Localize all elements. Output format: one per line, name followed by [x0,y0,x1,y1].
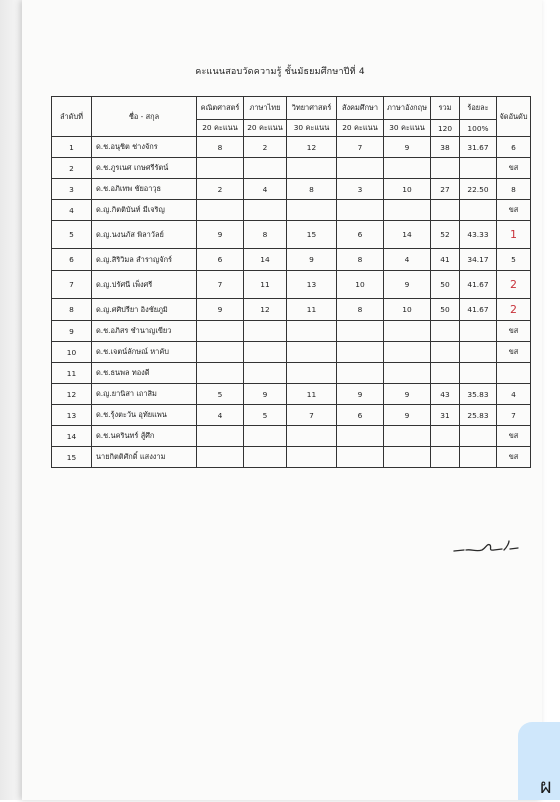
scores-table [51,96,531,468]
header-name: ชื่อ - สกุล [92,97,197,137]
table-row [52,299,531,321]
cell-math: 9 [197,221,244,249]
cell-math: 5 [197,384,244,405]
cell-percent [460,321,497,342]
cell-math [197,158,244,179]
cell-english [384,158,431,179]
cell-social: 10 [337,271,384,299]
cell-name: ด.ญ.ยานิสา เถาสิม [92,384,197,405]
cell-thai: 14 [244,249,287,271]
subheader-science: 30 คะแนน [287,120,337,137]
cell-no: 14 [52,426,92,447]
cell-percent: 31.67 [460,137,497,158]
subheader-english: 30 คะแนน [384,120,431,137]
cell-social [337,447,384,468]
cell-english [384,200,431,221]
table-row [52,426,531,447]
cell-science: 13 [287,271,337,299]
cell-science: 9 [287,249,337,271]
cell-name: ด.ญ.ปรัศนี เพ็งศรี [92,271,197,299]
cell-rank: 2 [497,271,531,299]
cell-rank: 2 [497,299,531,321]
cell-rank: ขส [497,200,531,221]
table-row [52,221,531,249]
cell-rank: ขส [497,342,531,363]
cell-no: 4 [52,200,92,221]
cell-thai [244,342,287,363]
cell-total [431,426,460,447]
table-row [52,271,531,299]
cell-social [337,321,384,342]
cell-total [431,342,460,363]
cell-percent [460,158,497,179]
subheader-thai: 20 คะแนน [244,120,287,137]
cell-social [337,200,384,221]
cell-math [197,426,244,447]
table-row [52,249,531,271]
cell-name: ด.ช.อภิสร ชำนาญเขียว [92,321,197,342]
cell-social [337,363,384,384]
table-row [52,179,531,200]
cell-thai: 8 [244,221,287,249]
header-rank: จัดอันดับ [497,97,531,137]
cell-total: 50 [431,271,460,299]
subheader-total: 120 [431,120,460,137]
cell-no: 12 [52,384,92,405]
cell-name: ด.ช.ภูรเนศ เกษศรีรัตน์ [92,158,197,179]
cell-math [197,200,244,221]
cell-name: ด.ญ.นงนภัส พิลาวัลย์ [92,221,197,249]
cell-total [431,158,460,179]
cell-total: 38 [431,137,460,158]
cell-math [197,321,244,342]
cell-no: 13 [52,405,92,426]
cell-total: 52 [431,221,460,249]
cell-name: ด.ญ.กิตติบันท์ มีเจริญ [92,200,197,221]
cell-rank: ขส [497,158,531,179]
table-row [52,342,531,363]
cell-math [197,447,244,468]
cell-english [384,342,431,363]
cell-english: 9 [384,137,431,158]
cell-english: 9 [384,405,431,426]
table-row [52,158,531,179]
cell-no: 3 [52,179,92,200]
header-thai: ภาษาไทย [244,97,287,120]
cell-social: 8 [337,249,384,271]
cell-no: 6 [52,249,92,271]
header-order: ลำดับที่ [52,97,92,137]
cell-total [431,447,460,468]
cell-name: ด.ช.ธนพล ทองดี [92,363,197,384]
cell-english [384,426,431,447]
subheader-math: 20 คะแนน [197,120,244,137]
cell-no: 5 [52,221,92,249]
cell-english: 9 [384,384,431,405]
cell-no: 8 [52,299,92,321]
corner-tab [518,722,560,800]
cell-rank [497,363,531,384]
header-science: วิทยาศาสตร์ [287,97,337,120]
cell-english [384,363,431,384]
cell-math: 2 [197,179,244,200]
cell-total: 50 [431,299,460,321]
cell-total: 27 [431,179,460,200]
cell-science [287,158,337,179]
cell-science: 12 [287,137,337,158]
cell-rank: ขส [497,321,531,342]
header-math: คณิตศาสตร์ [197,97,244,120]
cell-thai [244,158,287,179]
cell-rank: 8 [497,179,531,200]
cell-social [337,158,384,179]
cell-percent [460,363,497,384]
cell-science [287,426,337,447]
cell-thai [244,447,287,468]
cell-rank: ขส [497,447,531,468]
cell-percent: 22.50 [460,179,497,200]
cell-math: 7 [197,271,244,299]
cell-no: 10 [52,342,92,363]
cell-rank: ขส [497,426,531,447]
table-row [52,321,531,342]
cell-name: ด.ช.อนุชิต ช่างจักร [92,137,197,158]
cell-thai [244,363,287,384]
cell-percent [460,342,497,363]
table-row [52,200,531,221]
header-total: รวม [431,97,460,120]
cell-math: 6 [197,249,244,271]
cell-science: 15 [287,221,337,249]
cell-name: ด.ญ.สิริวิมล สำราญจักร์ [92,249,197,271]
cell-percent: 34.17 [460,249,497,271]
cell-english [384,447,431,468]
cell-math: 9 [197,299,244,321]
cell-percent: 41.67 [460,299,497,321]
cell-total [431,200,460,221]
cell-total [431,363,460,384]
cell-percent: 41.67 [460,271,497,299]
cell-math [197,342,244,363]
cell-no: 1 [52,137,92,158]
cell-english: 10 [384,179,431,200]
cell-total: 31 [431,405,460,426]
cell-social: 8 [337,299,384,321]
cell-no: 15 [52,447,92,468]
cell-social: 3 [337,179,384,200]
cell-science [287,200,337,221]
cell-no: 7 [52,271,92,299]
cell-name: นายกิตติศักดิ์ แสงงาม [92,447,197,468]
cell-english: 9 [384,271,431,299]
cell-thai: 4 [244,179,287,200]
cell-science: 11 [287,299,337,321]
cell-english [384,321,431,342]
cell-science: 11 [287,384,337,405]
table-row [52,447,531,468]
cell-thai: 2 [244,137,287,158]
cell-thai [244,200,287,221]
cell-rank: 4 [497,384,531,405]
cell-percent: 25.83 [460,405,497,426]
cell-rank: 1 [497,221,531,249]
subheader-percent: 100% [460,120,497,137]
cell-name: ด.ช.อภิเทพ ชัยอาวุธ [92,179,197,200]
cell-science: 8 [287,179,337,200]
cell-science [287,342,337,363]
table-body [52,137,531,468]
table-row [52,405,531,426]
cell-social: 6 [337,221,384,249]
cell-no: 9 [52,321,92,342]
cell-thai: 12 [244,299,287,321]
cell-total [431,321,460,342]
cell-social [337,426,384,447]
cell-thai: 5 [244,405,287,426]
cell-social: 7 [337,137,384,158]
cell-percent [460,200,497,221]
cell-science [287,363,337,384]
cell-social [337,342,384,363]
table-row [52,384,531,405]
cell-thai [244,321,287,342]
page-edge-shadow [0,0,22,800]
cell-math [197,363,244,384]
cell-english: 14 [384,221,431,249]
cell-thai: 9 [244,384,287,405]
document-title: คะแนนสอบวัดความรู้ ชั้นมัธยมศึกษาปีที่ 4 [195,67,365,77]
cell-no: 2 [52,158,92,179]
cell-social: 6 [337,405,384,426]
cell-rank: 5 [497,249,531,271]
cell-science [287,321,337,342]
cell-percent: 43.33 [460,221,497,249]
cell-science [287,447,337,468]
signature [452,537,524,559]
cell-rank: 6 [497,137,531,158]
cell-percent [460,426,497,447]
cell-percent: 35.83 [460,384,497,405]
cell-percent [460,447,497,468]
subheader-social: 20 คะแนน [337,120,384,137]
cell-social: 9 [337,384,384,405]
cell-science: 7 [287,405,337,426]
cell-total: 43 [431,384,460,405]
cell-name: ด.ช.รุ้งตะวัน อุทัยแพน [92,405,197,426]
cell-thai [244,426,287,447]
cell-english: 10 [384,299,431,321]
cell-name: ด.ช.เจตน์ลักษณ์ หาคับ [92,342,197,363]
corner-tab-glyph: ผ [540,774,552,798]
cell-math: 4 [197,405,244,426]
header-english: ภาษาอังกฤษ [384,97,431,120]
table-row [52,137,531,158]
cell-thai: 11 [244,271,287,299]
cell-name: ด.ญ.ศศิปรียา อิงชัยภูมิ [92,299,197,321]
cell-math: 8 [197,137,244,158]
cell-name: ด.ช.นครินทร์ สู้ศึก [92,426,197,447]
cell-english: 4 [384,249,431,271]
cell-no: 11 [52,363,92,384]
header-percent: ร้อยละ [460,97,497,120]
table-row [52,363,531,384]
cell-total: 41 [431,249,460,271]
header-social: สังคมศึกษา [337,97,384,120]
cell-rank: 7 [497,405,531,426]
